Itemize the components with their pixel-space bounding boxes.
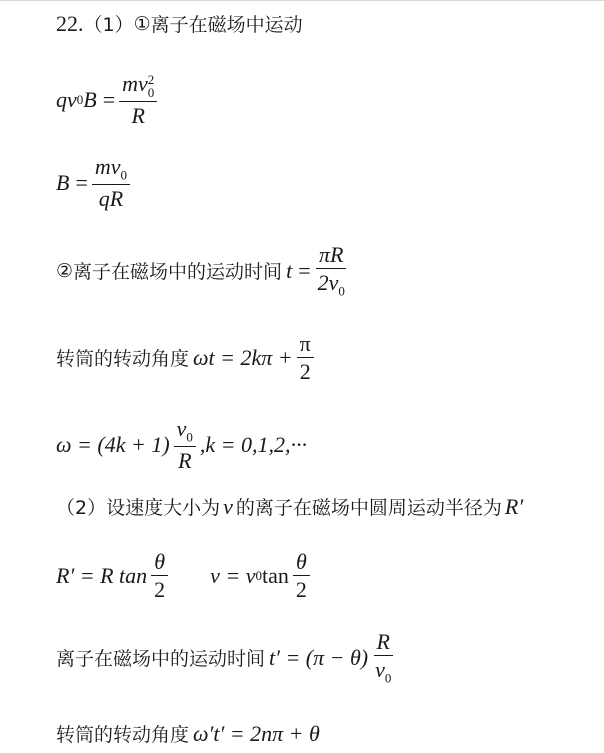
step2-marker: ② xyxy=(56,259,74,282)
omega-fraction xyxy=(174,417,196,472)
eq1-denominator: R xyxy=(131,102,145,128)
top-border xyxy=(0,0,604,1)
angle1-expr: ωt = 2kπ + xyxy=(193,344,293,370)
eq2-num-sub: 0 xyxy=(120,167,128,183)
radius-numerator: θ xyxy=(151,550,168,576)
step2-line xyxy=(56,243,352,298)
radius-fraction xyxy=(151,550,168,601)
time2-den-sub: 0 xyxy=(384,670,392,686)
time2-numerator: R xyxy=(374,630,393,656)
step2-numerator: πR xyxy=(316,243,346,269)
angle2-expr: ω′t′ = 2nπ + θ xyxy=(193,720,320,746)
speed-numerator: θ xyxy=(293,550,310,576)
step2-var: t xyxy=(286,257,293,283)
part2-text-a: （2）设速度大小为 xyxy=(56,497,221,519)
eq1-numerator: mv xyxy=(122,71,148,96)
eq2-denominator: qR xyxy=(98,186,124,212)
angle2-text: 转筒的转动角度 xyxy=(56,724,190,746)
omega-num-sub: 0 xyxy=(186,429,193,445)
time2-line xyxy=(56,630,398,685)
time2-fraction xyxy=(372,630,394,685)
part2-line xyxy=(56,493,523,520)
part2-var: v xyxy=(223,493,233,519)
omega-denominator: R xyxy=(178,448,192,474)
omega-lhs: ω = (4k + 1) xyxy=(56,431,170,457)
omega-tail: ,k = 0,1,2,··· xyxy=(199,431,308,457)
angle2-line xyxy=(56,720,320,747)
omega-numerator: v xyxy=(176,416,187,441)
angle1-line xyxy=(56,332,318,383)
part-label: （1） xyxy=(83,14,134,36)
step2-den-sub: 0 xyxy=(338,283,345,299)
time2-denominator: v xyxy=(375,657,385,683)
eq2-equals: = xyxy=(75,169,88,195)
speed-lhs: v = v xyxy=(210,562,256,588)
speed-sub: 0 xyxy=(255,567,263,583)
eq2-fraction xyxy=(92,155,130,210)
step2-fraction xyxy=(315,243,348,298)
eq1-equals: = xyxy=(102,86,116,112)
speed-denominator: 2 xyxy=(295,577,307,603)
angle1-fraction xyxy=(297,332,314,383)
omega-line xyxy=(56,417,307,472)
question-number: 22. xyxy=(56,10,84,36)
part2-text-b: 的离子在磁场中圆周运动半径为 xyxy=(235,497,502,519)
radius-denominator: 2 xyxy=(154,577,166,603)
step2-equals: = xyxy=(298,257,311,283)
eq1-lhs: qv xyxy=(56,86,77,112)
step2-denominator: 2v xyxy=(317,270,339,296)
radius-lhs: R′ = R tan xyxy=(56,562,148,588)
part2-var2: R′ xyxy=(504,493,524,519)
step-marker: ① xyxy=(133,12,151,35)
eq1-lhs-b: B xyxy=(83,86,97,112)
eq1-num-sub: 0 xyxy=(147,84,155,100)
radius-line xyxy=(56,550,314,601)
time2-text: 离子在磁场中的运动时间 xyxy=(56,648,266,671)
eq1-lhs-sub: 0 xyxy=(76,91,84,107)
equation-b-field xyxy=(56,155,134,210)
equation-force-balance xyxy=(56,72,161,127)
eq2-lhs: B xyxy=(56,169,70,195)
eq2-numerator: mv xyxy=(94,154,121,179)
speed-fraction xyxy=(293,550,310,601)
heading-line xyxy=(56,10,303,37)
time2-expr: t′ = (π − θ) xyxy=(269,644,369,670)
speed-tan: tan xyxy=(262,562,289,588)
angle1-text: 转筒的转动角度 xyxy=(56,348,190,371)
step2-text: 离子在磁场中的运动时间 xyxy=(73,261,283,284)
eq1-num-sup: 2 xyxy=(147,71,155,87)
heading-text: 离子在磁场中运动 xyxy=(150,14,303,36)
angle1-denominator: 2 xyxy=(299,359,311,385)
angle1-numerator: π xyxy=(297,332,314,358)
eq1-fraction xyxy=(119,72,157,127)
